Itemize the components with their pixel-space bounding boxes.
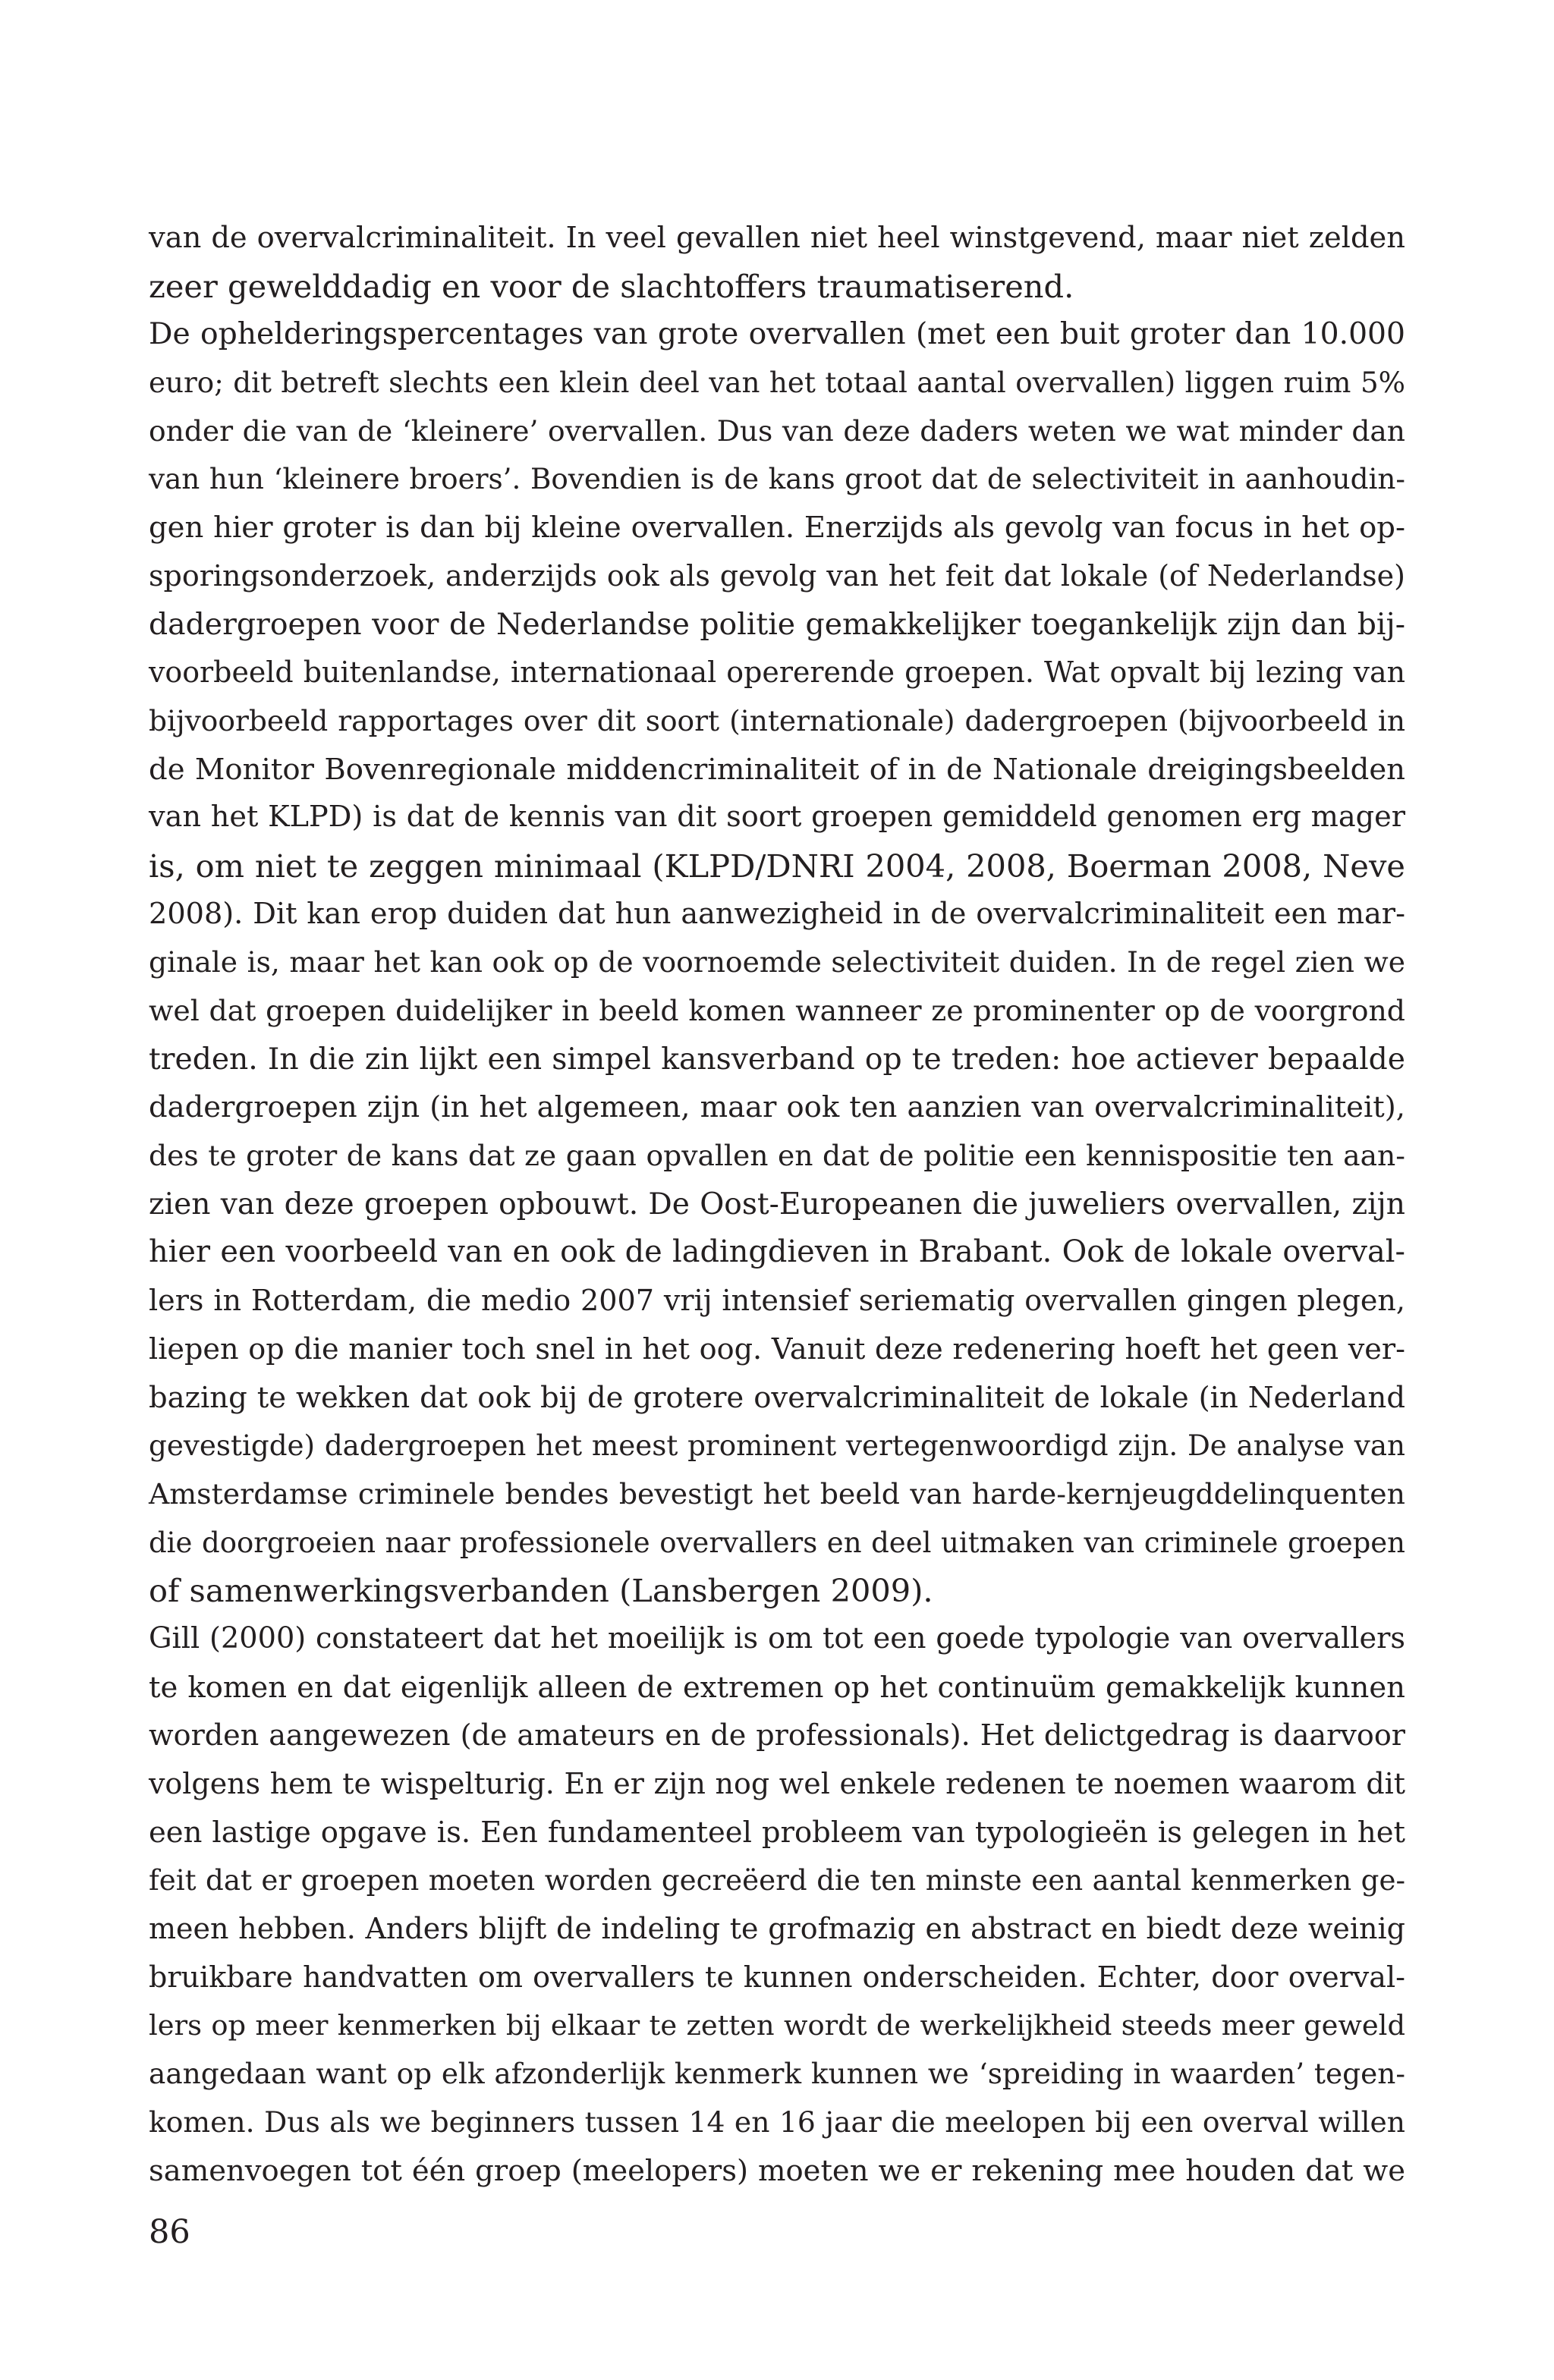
page-number: 86 xyxy=(149,2213,190,2251)
text-line: onder die van de ‘kleinere’ overvallen. Dus van deze daders weten we wat minder dan xyxy=(149,413,1405,448)
text-line: samenvoegen tot één groep (meelopers) moeten we er rekening mee houden dat we xyxy=(149,2153,1405,2188)
text-line: liepen op die manier toch snel in het oog. Vanuit deze redenering hoeft het geen ver- xyxy=(149,1331,1405,1366)
text-line: worden aangewezen (de amateurs en de professionals). Het delictgedrag is daarvoor xyxy=(149,1718,1405,1753)
text-line: 2008). Dit kan erop duiden dat hun aanwezigheid in de overvalcriminaliteit een mar- xyxy=(149,897,1405,931)
text-line: lers in Rotterdam, die medio 2007 vrij intensief seriematig overvallen gingen plegen, xyxy=(149,1284,1405,1318)
text-line: zeer gewelddadig en voor de slachtoffers traumatiserend. xyxy=(149,267,1074,305)
text-line: van de overvalcriminaliteit. In veel gevallen niet heel winstgevend, maar niet zelden xyxy=(149,221,1405,255)
text-line: des te groter de kans dat ze gaan opvallen en dat de politie een kennispositie ten aan- xyxy=(149,1139,1405,1173)
text-line: sporingsonderzoek, anderzijds ook als gevolg van het feit dat lokale (of Nederlandse) xyxy=(149,558,1405,593)
text-line: van hun ‘kleinere broers’. Bovendien is de kans groot dat de selectiviteit in aanhoudin- xyxy=(149,462,1405,496)
text-line: feit dat er groepen moeten worden gecreëerd die ten minste een aantal kenmerken ge- xyxy=(149,1864,1405,1897)
text-line: voorbeeld buitenlandse, internationaal opererende groepen. Wat opvalt bij lezing van xyxy=(149,656,1405,690)
text-line: ginale is, maar het kan ook op de voornoemde selectiviteit duiden. In de regel zien we xyxy=(149,945,1405,979)
text-line: een lastige opgave is. Een fundamenteel probleem van typologieën is gelegen in het xyxy=(149,1815,1405,1850)
text-line: dadergroepen zijn (in het algemeen, maar ook ten aanzien van overvalcriminaliteit), xyxy=(149,1090,1405,1125)
text-line: bruikbare handvatten om overvallers te kunnen onderscheiden. Echter, door overval- xyxy=(149,1960,1405,1994)
text-line: aangedaan want op elk afzonderlijk kenmerk kunnen we ‘spreiding in waarden’ tegen- xyxy=(149,2057,1405,2091)
text-line: euro; dit betreft slechts een klein deel van het totaal aantal overvallen) liggen ruim 5% xyxy=(149,366,1405,400)
text-line: de Monitor Bovenregionale middencriminaliteit of in de Nationale dreigingsbeelden xyxy=(149,752,1405,787)
text-line: bijvoorbeeld rapportages over dit soort (internationale) dadergroepen (bijvoorbeeld in xyxy=(149,703,1405,737)
text-line: van het KLPD) is dat de kennis van dit soort groepen gemiddeld genomen erg mager xyxy=(149,800,1405,835)
text-line: meen hebben. Anders blijft de indeling te grofmazig en abstract en biedt deze weinig xyxy=(149,1912,1405,1946)
text-line: is, om niet te zeggen minimaal (KLPD/DNRI 2004, 2008, Boerman 2008, Neve xyxy=(149,847,1405,885)
text-line: komen. Dus als we beginners tussen 14 en 16 jaar die meelopen bij een overval willen xyxy=(149,2105,1405,2139)
text-line: die doorgroeien naar professionele overvallers en deel uitmaken van criminele groepen xyxy=(149,1526,1405,1559)
text-line: gevestigde) dadergroepen het meest prominent vertegenwoordigd zijn. De analyse van xyxy=(149,1429,1405,1463)
text-line: Gill (2000) constateert dat het moeilijk is om tot een goede typologie van overvallers xyxy=(149,1621,1405,1655)
text-line: of samenwerkingsverbanden (Lansbergen 2009). xyxy=(149,1572,933,1610)
text-line: gen hier groter is dan bij kleine overvallen. Enerzijds als gevolg van focus in het op- xyxy=(149,511,1405,545)
text-line: bazing te wekken dat ook bij de grotere overvalcriminaliteit de lokale (in Nederland xyxy=(149,1380,1405,1415)
text-line: Amsterdamse criminele bendes bevestigt het beeld van harde-kernjeugddelinquenten xyxy=(149,1476,1405,1511)
text-line: wel dat groepen duidelijker in beeld komen wanneer ze prominenter op de voorgrond xyxy=(149,994,1405,1027)
text-line: te komen en dat eigenlijk alleen de extremen op het continuüm gemakkelijk kunnen xyxy=(149,1670,1405,1705)
text-line: hier een voorbeeld van en ook de ladingdieven in Brabant. Ook de lokale overval- xyxy=(149,1234,1405,1270)
body-text xyxy=(149,214,1405,2195)
text-line: treden. In die zin lijkt een simpel kansverband op te treden: hoe actiever bepaalde xyxy=(149,1042,1405,1077)
text-line: zien van deze groepen opbouwt. De Oost-Europeanen die juweliers overvallen, zijn xyxy=(149,1187,1405,1221)
text-line: volgens hem te wispelturig. En er zijn nog wel enkele redenen te noemen waarom dit xyxy=(149,1767,1405,1800)
text-line: De ophelderingspercentages van grote overvallen (met een buit groter dan 10.000 xyxy=(149,317,1405,352)
text-line: dadergroepen voor de Nederlandse politie gemakkelijker toegankelijk zijn dan bij- xyxy=(149,606,1405,642)
text-line: lers op meer kenmerken bij elkaar te zetten wordt de werkelijkheid steeds meer geweld xyxy=(149,2009,1405,2042)
